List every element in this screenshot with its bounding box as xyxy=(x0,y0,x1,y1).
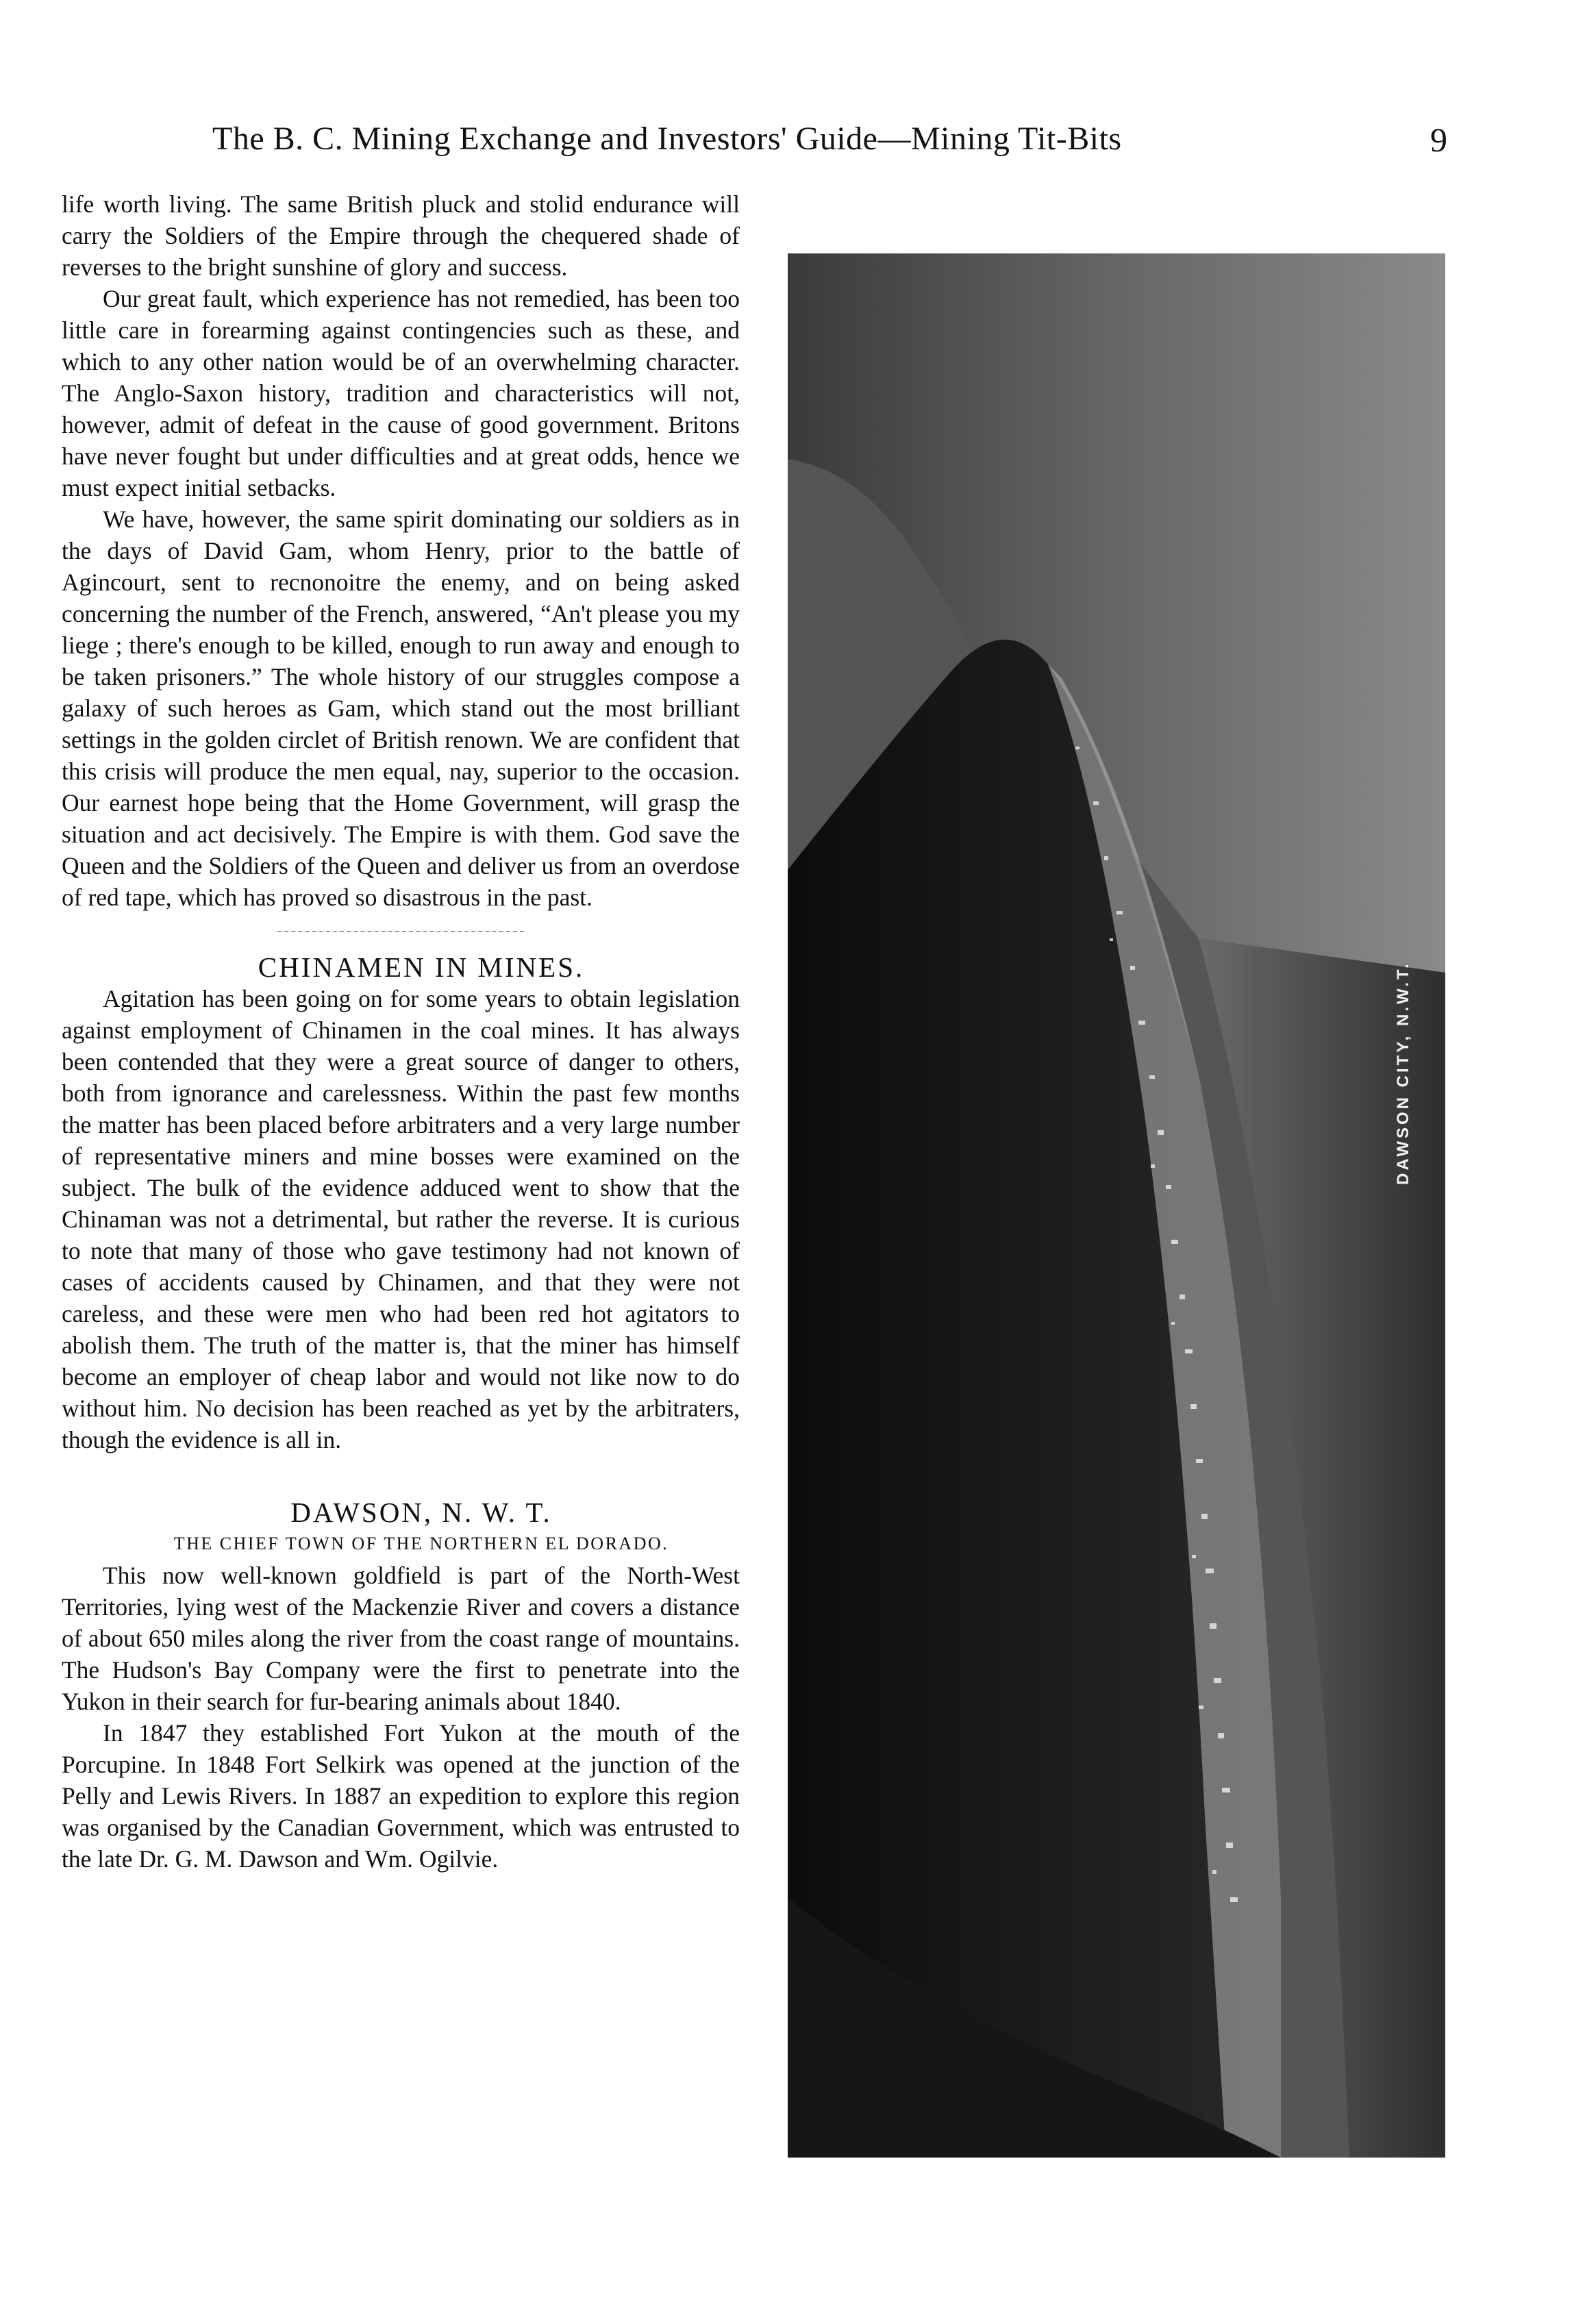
photo-caption: DAWSON CITY, N.W.T. xyxy=(1394,961,1412,1185)
dawson-paragraph: In 1847 they established Fort Yukon at the mouth of the Porcupine. In 1848 Fort Selkirk was opened at the junction of the Pelly and Lewis Rivers. In 1887 an expedition to explore this region was organised by the Canadian Government, which was entrusted to the late Dr. G. M. Dawson and Wm. Ogilvie. xyxy=(62,1719,740,1873)
intro-paragraph: Our great fault, which experience has not remedied, has been too little care in forearming against contingencies such as these, and which to any other nation would be of an overwhelming character. The Anglo-Saxon history, tradition and characteristics will not, however, admit of defeat in the cause of good government. Britons have never fought but under difficulties and at great odds, hence we must expect initial setbacks. xyxy=(62,285,740,501)
chinamen-paragraph: Agitation has been going on for some years to obtain legislation against employment of Chinamen in the coal mines. It has always been contended that they were a great source of danger to others, both from ignorance and carelessness. Within the past few months the matter has been placed before arbitraters and a very large number of representative miners and mine bosses were examined on the subject. The bulk of the evidence adduced went to show that the Chinaman was not a detrimental, but rather the reverse. It is curious to note that many of those who gave testimony had not known of cases of accidents caused by Chinamen, and that they were not careless, and these were men who had been red hot agitators to abolish them. The truth of the matter is, that the miner has himself become an employer of cheap labor and would not like now to do without him. No decision has been reached as yet by the arbitraters, though the evidence is all in. xyxy=(62,985,740,1453)
page-number: 9 xyxy=(1430,121,1447,159)
dawson-subheading: THE CHIEF TOWN OF THE NORTHERN EL DORADO. xyxy=(173,1534,669,1553)
panorama-image xyxy=(788,253,1445,2158)
page-header xyxy=(0,120,1585,182)
running-head: The B. C. Mining Exchange and Investors' Guide—Mining Tit-Bits xyxy=(212,121,1122,157)
section-divider xyxy=(277,931,524,932)
dawson-paragraph: This now well-known goldfield is part of the North-West Territories, lying west of the Mackenzie River and covers a distance of about 650 miles along the river from the coast range of mountains. The Hudson's Bay Company were the first to penetrate into the Yukon in their search for fur-bearing animals about 1840. xyxy=(62,1562,740,1715)
intro-paragraph: We have, however, the same spirit dominating our soldiers as in the days of David Gam, whom Henry, prior to the battle of Agincourt, sent to recnonoitre the enemy, and on being asked concerning the number of the French, answered, “An't please you my liege ; there's enough to be killed, enough to run away and enough to be taken prisoners.” The whole history of our struggles compose a galaxy of such heroes as Gam, which stand out the most brilliant settings in the golden circlet of British renown. We are confident that this crisis will produce the men equal, nay, superior to the occasion. Our earnest hope being that the Home Government, will grasp the situation and act decisively. The Empire is with them. God save the Queen and the Soldiers of the Queen and deliver us from an overdose of red tape, which has proved so disastrous in the past. xyxy=(62,505,740,911)
dawson-city-photo xyxy=(788,253,1445,2158)
chinamen-heading: CHINAMEN IN MINES. xyxy=(258,951,585,983)
dawson-heading: DAWSON, N. W. T. xyxy=(290,1497,552,1528)
intro-paragraph: life worth living. The same British pluck and stolid endurance will carry the Soldiers of the Empire through the chequered shade of reverses to the bright sunshine of glory and success. xyxy=(62,190,740,281)
text-column xyxy=(62,188,740,1875)
